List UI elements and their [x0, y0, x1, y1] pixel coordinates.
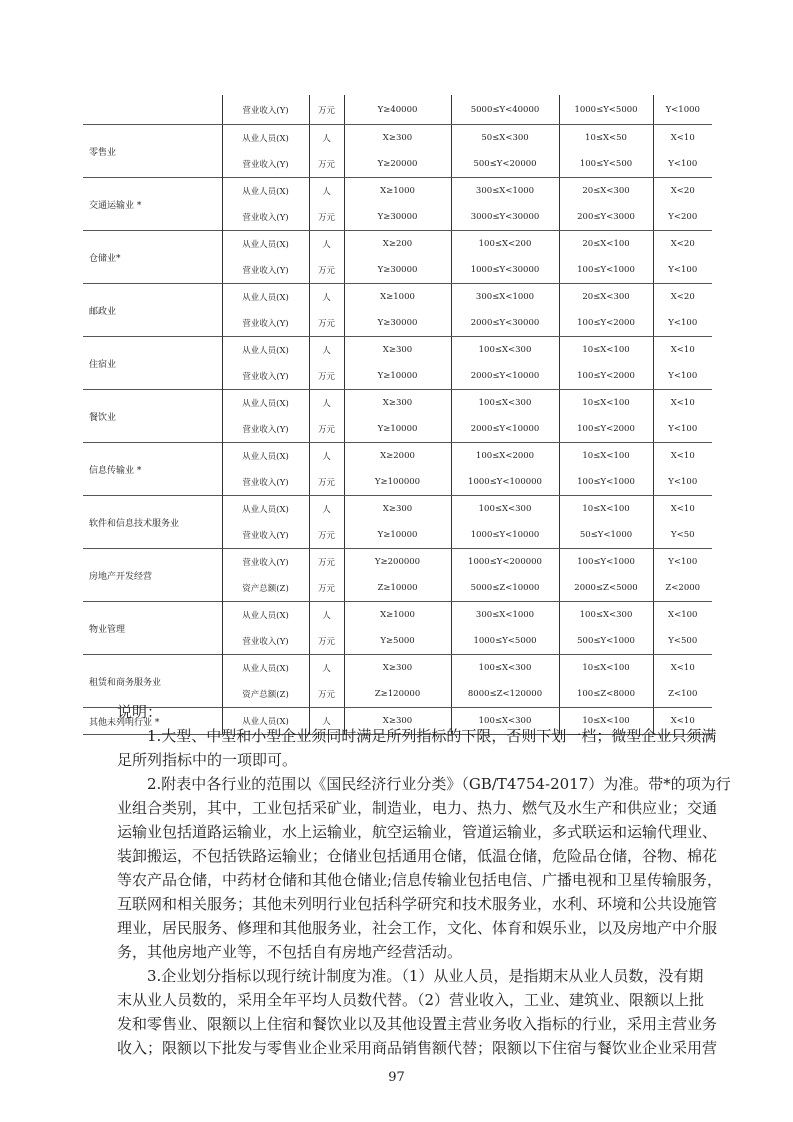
large-cell: X≥1000 — [344, 178, 451, 205]
small-cell: 100≤Z<8000 — [559, 681, 653, 708]
unit-cell: 人 — [309, 125, 344, 152]
notes-line: 业组合类别，其中，工业包括采矿业，制造业，电力、热力、燃气及水生产和供应业；交通 — [117, 799, 718, 817]
micro-cell: X<10 — [653, 655, 712, 682]
micro-cell: Y<100 — [653, 257, 712, 284]
micro-cell: Y<100 — [653, 310, 712, 337]
unit-cell: 万元 — [309, 628, 344, 655]
notes-line: 发和零售业、限额以上住宿和餐饮业以及其他设置主营业务收入指标的行业，采用主营业务 — [117, 1015, 718, 1033]
large-cell: X≥300 — [344, 337, 451, 364]
large-cell: Y≥30000 — [344, 257, 451, 284]
unit-cell: 人 — [309, 178, 344, 205]
indicator-cell: 营业收入(Y) — [222, 628, 309, 655]
medium-cell: 300≤X<1000 — [451, 178, 559, 205]
table-row — [83, 178, 712, 205]
small-cell: 100≤Y<2000 — [559, 416, 653, 443]
unit-cell: 万元 — [309, 204, 344, 231]
unit-cell: 人 — [309, 337, 344, 364]
small-cell: 10≤X<100 — [559, 708, 653, 735]
notes-line: 理业，居民服务、修理和其他服务业，社会工作，文化、体育和娱乐业，以及房地产中介服 — [117, 919, 718, 937]
unit-cell: 万元 — [309, 549, 344, 576]
indicator-cell: 营业收入(Y) — [222, 522, 309, 549]
indicator-cell: 营业收入(Y) — [222, 310, 309, 337]
small-cell: 100≤Y<1000 — [559, 257, 653, 284]
indicator-cell: 资产总额(Z) — [222, 575, 309, 602]
unit-cell: 人 — [309, 231, 344, 258]
micro-cell: X<10 — [653, 708, 712, 735]
large-cell: Y≥200000 — [344, 549, 451, 576]
micro-cell: Y<50 — [653, 522, 712, 549]
large-cell: Y≥10000 — [344, 522, 451, 549]
large-cell: X≥300 — [344, 708, 451, 735]
unit-cell: 人 — [309, 602, 344, 629]
industry-cell: 物业管理 — [83, 602, 222, 655]
unit-cell: 万元 — [309, 522, 344, 549]
small-cell: 50≤Y<1000 — [559, 522, 653, 549]
indicator-cell: 从业人员(X) — [222, 178, 309, 205]
micro-cell: X<10 — [653, 390, 712, 417]
table-row — [83, 390, 712, 417]
micro-cell: Y<100 — [653, 469, 712, 496]
micro-cell: Y<200 — [653, 204, 712, 231]
table-row — [83, 125, 712, 152]
micro-cell: X<20 — [653, 231, 712, 258]
large-cell: Y≥40000 — [344, 95, 451, 125]
unit-cell: 万元 — [309, 363, 344, 390]
large-cell: X≥1000 — [344, 602, 451, 629]
industry-cell: 软件和信息技术服务业 — [83, 496, 222, 549]
table-row — [83, 496, 712, 523]
notes-heading: 说明： — [117, 703, 163, 721]
table-row — [83, 231, 712, 258]
small-cell: 10≤X<100 — [559, 496, 653, 523]
unit-cell: 万元 — [309, 469, 344, 496]
large-cell: Y≥5000 — [344, 628, 451, 655]
medium-cell: 5000≤Y<40000 — [451, 95, 559, 125]
notes-line: 务，其他房地产业等，不包括自有房地产经营活动。 — [117, 943, 463, 961]
medium-cell: 100≤X<300 — [451, 496, 559, 523]
notes-section — [117, 700, 731, 1060]
large-cell: Y≥20000 — [344, 151, 451, 178]
micro-cell: Y<100 — [653, 363, 712, 390]
table-row — [83, 443, 712, 470]
large-cell: Y≥30000 — [344, 310, 451, 337]
large-cell: X≥300 — [344, 390, 451, 417]
micro-cell: X<10 — [653, 443, 712, 470]
micro-cell: Y<100 — [653, 549, 712, 576]
medium-cell: 8000≤Z<120000 — [451, 681, 559, 708]
indicator-cell: 资产总额(Z) — [222, 681, 309, 708]
small-cell: 100≤Y<2000 — [559, 363, 653, 390]
small-cell: 100≤Y<2000 — [559, 310, 653, 337]
unit-cell: 人 — [309, 496, 344, 523]
indicator-cell: 从业人员(X) — [222, 337, 309, 364]
table-row — [83, 284, 712, 311]
medium-cell: 100≤X<200 — [451, 231, 559, 258]
micro-cell: X<10 — [653, 337, 712, 364]
indicator-cell: 营业收入(Y) — [222, 549, 309, 576]
indicator-cell: 从业人员(X) — [222, 443, 309, 470]
small-cell: 10≤X<100 — [559, 337, 653, 364]
medium-cell: 2000≤Y<30000 — [451, 310, 559, 337]
unit-cell: 人 — [309, 390, 344, 417]
indicator-cell: 从业人员(X) — [222, 708, 309, 735]
small-cell: 10≤X<100 — [559, 390, 653, 417]
notes-line: 互联网和相关服务；其他未列明行业包括科学研究和技术服务业，水利、环境和公共设施管 — [117, 895, 718, 913]
micro-cell: X<10 — [653, 125, 712, 152]
small-cell: 100≤Y<500 — [559, 151, 653, 178]
large-cell: Y≥10000 — [344, 363, 451, 390]
micro-cell: X<20 — [653, 284, 712, 311]
large-cell: Y≥30000 — [344, 204, 451, 231]
small-cell: 10≤X<50 — [559, 125, 653, 152]
medium-cell: 1000≤Y<30000 — [451, 257, 559, 284]
enterprise-size-classification-table — [83, 95, 712, 735]
notes-line: 2.附表中各行业的范围以《国民经济行业分类》（GB/T4754-2017）为准。带*的项为行 — [147, 775, 731, 793]
indicator-cell: 营业收入(Y) — [222, 151, 309, 178]
large-cell: Y≥100000 — [344, 469, 451, 496]
indicator-cell: 营业收入(Y) — [222, 204, 309, 231]
medium-cell: 500≤Y<20000 — [451, 151, 559, 178]
table-row — [83, 602, 712, 629]
unit-cell: 万元 — [309, 681, 344, 708]
large-cell: X≥300 — [344, 496, 451, 523]
unit-cell: 万元 — [309, 575, 344, 602]
large-cell: Y≥10000 — [344, 416, 451, 443]
notes-line: 1.大型、中型和小型企业须同时满足所列指标的下限，否则下划一档；微型企业只须满 — [147, 727, 717, 745]
table-row — [83, 95, 712, 125]
small-cell: 2000≤Z<5000 — [559, 575, 653, 602]
table-row — [83, 549, 712, 576]
large-cell: X≥1000 — [344, 284, 451, 311]
medium-cell: 100≤X<300 — [451, 390, 559, 417]
micro-cell: Z<100 — [653, 681, 712, 708]
small-cell: 10≤X<100 — [559, 655, 653, 682]
unit-cell: 人 — [309, 284, 344, 311]
unit-cell: 人 — [309, 655, 344, 682]
notes-line: 装卸搬运，不包括铁路运输业；仓储业包括通用仓储，低温仓储，危险品仓储，谷物、棉花 — [117, 847, 718, 865]
small-cell: 20≤X<300 — [559, 178, 653, 205]
indicator-cell: 营业收入(Y) — [222, 469, 309, 496]
large-cell: X≥2000 — [344, 443, 451, 470]
industry-cell: 仓储业* — [83, 231, 222, 284]
micro-cell: Y<100 — [653, 416, 712, 443]
unit-cell: 万元 — [309, 95, 344, 125]
industry-cell: 房地产开发经营 — [83, 549, 222, 602]
table-row — [83, 655, 712, 682]
micro-cell: X<10 — [653, 496, 712, 523]
notes-line: 3.企业划分指标以现行统计制度为准。（1）从业人员，是指期末从业人员数，没有期 — [147, 967, 704, 985]
small-cell: 100≤Y<1000 — [559, 549, 653, 576]
table-row — [83, 337, 712, 364]
notes-line: 运输业包括道路运输业，水上运输业，航空运输业，管道运输业，多式联运和运输代理业、 — [117, 823, 718, 841]
indicator-cell: 营业收入(Y) — [222, 95, 309, 125]
small-cell: 100≤Y<1000 — [559, 469, 653, 496]
medium-cell: 100≤X<300 — [451, 708, 559, 735]
small-cell: 500≤Y<1000 — [559, 628, 653, 655]
industry-cell: 餐饮业 — [83, 390, 222, 443]
small-cell: 20≤X<300 — [559, 284, 653, 311]
medium-cell: 100≤X<2000 — [451, 443, 559, 470]
industry-cell: 交通运输业 * — [83, 178, 222, 231]
unit-cell: 万元 — [309, 151, 344, 178]
large-cell: Z≥120000 — [344, 681, 451, 708]
indicator-cell: 从业人员(X) — [222, 496, 309, 523]
indicator-cell: 从业人员(X) — [222, 602, 309, 629]
large-cell: X≥300 — [344, 125, 451, 152]
large-cell: Z≥10000 — [344, 575, 451, 602]
industry-cell: 租赁和商务服务业 — [83, 655, 222, 708]
indicator-cell: 从业人员(X) — [222, 390, 309, 417]
industry-cell — [83, 95, 222, 125]
small-cell: 10≤X<100 — [559, 443, 653, 470]
indicator-cell: 从业人员(X) — [222, 125, 309, 152]
industry-cell: 其他未列明行业 * — [83, 708, 222, 735]
unit-cell: 万元 — [309, 416, 344, 443]
indicator-cell: 从业人员(X) — [222, 231, 309, 258]
large-cell: X≥300 — [344, 655, 451, 682]
medium-cell: 5000≤Z<10000 — [451, 575, 559, 602]
medium-cell: 300≤X<1000 — [451, 284, 559, 311]
medium-cell: 100≤X<300 — [451, 655, 559, 682]
page-number: 97 — [388, 1070, 405, 1085]
medium-cell: 1000≤Y<100000 — [451, 469, 559, 496]
medium-cell: 3000≤Y<30000 — [451, 204, 559, 231]
industry-cell: 零售业 — [83, 125, 222, 178]
indicator-cell: 营业收入(Y) — [222, 416, 309, 443]
medium-cell: 1000≤Y<5000 — [451, 628, 559, 655]
industry-cell: 信息传输业 * — [83, 443, 222, 496]
small-cell: 200≤Y<3000 — [559, 204, 653, 231]
notes-line: 末从业人员数的，采用全年平均人员数代替。（2）营业收入，工业、建筑业、限额以上批 — [117, 991, 705, 1009]
micro-cell: Y<100 — [653, 151, 712, 178]
micro-cell: X<100 — [653, 602, 712, 629]
unit-cell: 万元 — [309, 257, 344, 284]
micro-cell: Y<1000 — [653, 95, 712, 125]
indicator-cell: 营业收入(Y) — [222, 257, 309, 284]
medium-cell: 100≤X<300 — [451, 337, 559, 364]
indicator-cell: 从业人员(X) — [222, 655, 309, 682]
small-cell: 20≤X<100 — [559, 231, 653, 258]
industry-cell: 住宿业 — [83, 337, 222, 390]
industry-cell: 邮政业 — [83, 284, 222, 337]
indicator-cell: 营业收入(Y) — [222, 363, 309, 390]
medium-cell: 300≤X<1000 — [451, 602, 559, 629]
micro-cell: Y<500 — [653, 628, 712, 655]
notes-line: 收入；限额以下批发与零售业企业采用商品销售额代替；限额以下住宿与餐饮业企业采用营 — [117, 1039, 718, 1057]
micro-cell: Z<2000 — [653, 575, 712, 602]
medium-cell: 1000≤Y<10000 — [451, 522, 559, 549]
unit-cell: 人 — [309, 443, 344, 470]
small-cell: 100≤X<300 — [559, 602, 653, 629]
micro-cell: X<20 — [653, 178, 712, 205]
notes-line: 足所列指标中的一项即可。 — [117, 751, 298, 769]
large-cell: X≥200 — [344, 231, 451, 258]
unit-cell: 人 — [309, 708, 344, 735]
medium-cell: 50≤X<300 — [451, 125, 559, 152]
medium-cell: 2000≤Y<10000 — [451, 416, 559, 443]
medium-cell: 2000≤Y<10000 — [451, 363, 559, 390]
unit-cell: 万元 — [309, 310, 344, 337]
notes-line: 等农产品仓储，中药材仓储和其他仓储业;信息传输业包括电信、广播电视和卫星传输服务， — [117, 871, 723, 889]
medium-cell: 1000≤Y<200000 — [451, 549, 559, 576]
small-cell: 1000≤Y<5000 — [559, 95, 653, 125]
indicator-cell: 从业人员(X) — [222, 284, 309, 311]
